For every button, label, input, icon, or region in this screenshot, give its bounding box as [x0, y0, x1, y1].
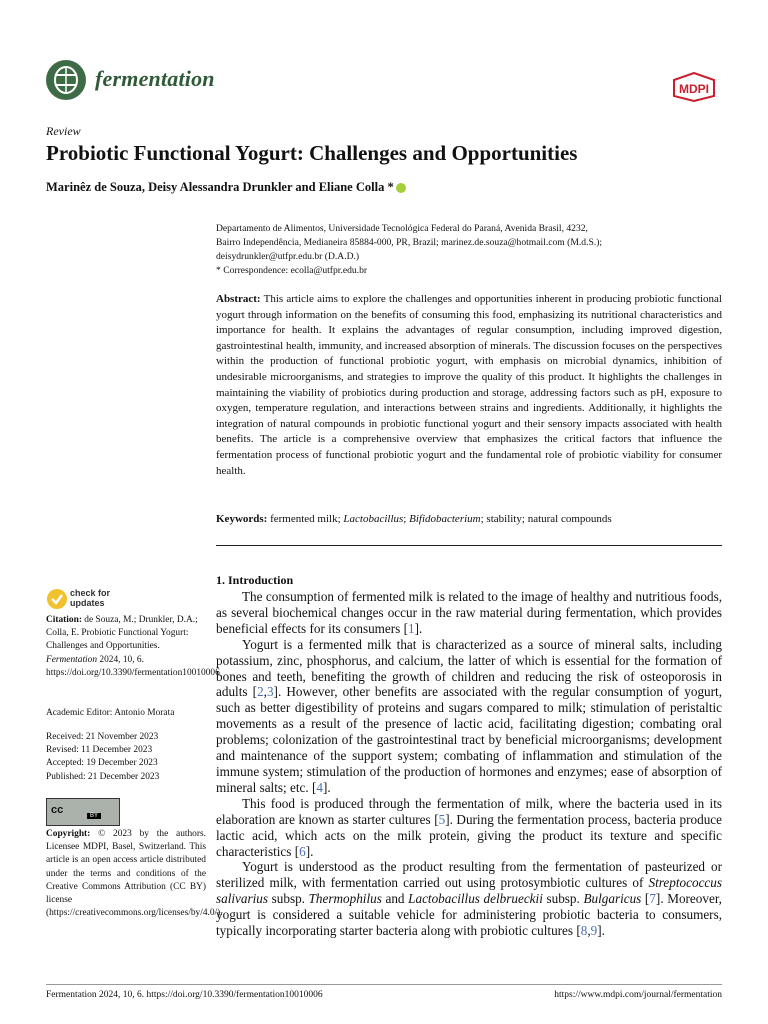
date-accepted: Accepted: 19 December 2023 [46, 758, 158, 769]
footer-citation: Fermentation 2024, 10, 6. https://doi.org/10.3390/fermentation10010006 [46, 990, 323, 1000]
academic-editor: Academic Editor: Antonio Morata [46, 708, 175, 718]
check-label-line: updates [70, 598, 105, 608]
citation-text: de Souza, M.; Drunkler, D.A.; Colla, E. Probiotic Functional Yogurt: Challenges and Opportunities. [46, 615, 198, 652]
journal-name: fermentation [95, 66, 215, 91]
section-heading: 1. Introduction [216, 573, 294, 587]
citation-label: Citation: [46, 615, 82, 625]
keywords-label: Keywords: [216, 513, 268, 525]
keyword: Lactobacillus [343, 513, 404, 525]
citation-tail: 2024, 10, 6. https://doi.org/10.3390/fermentation10010006 [46, 654, 220, 678]
check-for-updates-icon[interactable] [46, 588, 68, 615]
dates-block [46, 731, 206, 784]
journal-logo [46, 60, 86, 100]
section-divider [216, 545, 722, 546]
publisher-name: MDPI [679, 82, 709, 96]
footer-journal-link[interactable]: https://www.mdpi.com/journal/fermentation [554, 990, 722, 1000]
keyword: natural compounds [527, 513, 612, 525]
date-revised: Revised: 11 December 2023 [46, 745, 153, 756]
keywords: Keywords: fermented milk; Lactobacillus; Bifidobacterium; stability; natural compounds [216, 513, 612, 525]
keyword: fermented milk [270, 513, 338, 525]
affiliation-line: Departamento de Alimentos, Universidade Tecnológica Federal do Paraná, Avenida Brasil, 4232, [216, 223, 588, 234]
copyright-block [46, 828, 223, 920]
cc-icon: cc [51, 804, 64, 816]
correspondence-line: * Correspondence: ecolla@utfpr.edu.br [216, 265, 368, 276]
orcid-icon[interactable] [396, 183, 406, 193]
abstract [216, 292, 722, 479]
authors-text: Marinêz de Souza, Deisy Alessandra Drunkler and Eliane Colla * [46, 180, 394, 194]
author-list [46, 180, 406, 195]
paragraph: This food is produced through the fermentation of milk, where the bacteria used in its elaboration are known as starter cultures [5]. During the fermentation process, bacteria produce lactic acid, which acts on the milk protein, giving the product its texture and specific characteristics [6]. [216, 795, 722, 859]
mdpi-logo [668, 72, 720, 107]
abstract-label: Abstract: [216, 293, 261, 305]
affiliation [216, 222, 726, 278]
keyword: Bifidobacterium [409, 513, 481, 525]
introduction-body [216, 589, 722, 939]
article-type: Review [46, 124, 81, 138]
barrel-icon [46, 60, 86, 100]
keyword: stability [486, 513, 522, 525]
abstract-text: This article aims to explore the challenges and opportunities inherent in producing probiotic functional yogurt through information on the benefits of consuming this food, emphasizing its nutritional characteristics and importance for health. It explains the advantages of regular consumption, including improved digestion, gastrointestinal health, immunity, and increased absorption of minerals. The discussion focuses on the perspectives within the production of functional probiotic yogurt, with emphasis on microbial dynamics, inhibition of undesirable microorganisms, and strategies to improve the quality of this product. It highlights the challenges in maintaining the viability of probiotics during production and storage, addressing factors such as pH, exposure to oxygen, temperature regulation, and interactions between strains and ingredients. Additionally, it highlights the integration of natural compounds in probiotic functional yogurt and their sensory impacts associated with health benefits. The article is a comprehensive overview that emphasizes the critical factors that influence the fermentation process of functional probiotic yogurt and the fundamental role of probiotic viability for consumer health. [216, 293, 722, 477]
paragraph: Yogurt is understood as the product resulting from the fermentation of pasteurized or sterilized milk, with fermentation carried out using protosymbiotic cultures of Streptococcus salivarius subsp. Thermophilus and Lactobacillus delbrueckii subsp. Bulgaricus [7]. Moreover, yogurt is considered a suitable vehicle for administering probiotic bacteria to consumers, typically incorporating starter bacteria along with probiotic cultures [8,9]. [216, 859, 722, 939]
article-title: Probiotic Functional Yogurt: Challenges and Opportunities [46, 141, 578, 165]
paragraph: Yogurt is a fermented milk that is characterized as a source of mineral salts, including potassium, zinc, phosphorus, and calcium, the latter of which is essential for the formation of bones and teeth, benefiting the growth of children and reducing the risk of osteoporosis in adults [2,3]. However, other benefits are associated with the regular consumption of yogurt, such as better digestibility of proteins and sugars compared to milk; stimulation of peristaltic movements as a result of the presence of lactic acid, facilitating digestion; combating oral problems; colonization of the gastrointestinal tract by beneficial microorganisms; development and maintenance of the support system; combating of inflammation and stimulation of the immune system; stimulation of the production of hormones and enzymes; ease of absorption of mineral salts; etc. [4]. [216, 636, 722, 795]
check-label-line: check for [70, 588, 111, 598]
affiliation-line: Bairro Independência, Medianeira 85884-000, PR, Brazil; marinez.de.souza@hotmail.com (M.d.S.); [216, 237, 603, 248]
footer-divider [46, 984, 722, 985]
affiliation-line: deisydrunkler@utfpr.edu.br (D.A.D.) [216, 251, 360, 262]
date-published: Published: 21 December 2023 [46, 771, 160, 782]
by-label: BY [87, 813, 101, 819]
date-received: Received: 21 November 2023 [46, 732, 159, 742]
copyright-label: Copyright: [46, 829, 91, 839]
citation-block [46, 614, 220, 680]
cc-license-badge[interactable] [46, 798, 120, 826]
paragraph: The consumption of fermented milk is related to the image of healthy and nutritious foods, as several biochemical changes occur in the raw material during fermentation, which provides beneficial effects for its consumers [1]. [216, 589, 722, 636]
check-for-updates-label[interactable] [70, 588, 110, 608]
copyright-text: © 2023 by the authors. Licensee MDPI, Basel, Switzerland. This article is an open access article distributed under the terms and conditions of the Creative Commons Attribution (CC BY) license (https://creativecommons.org/licenses/by/4.0/). [46, 829, 223, 919]
citation-journal: Fermentation [46, 654, 98, 665]
